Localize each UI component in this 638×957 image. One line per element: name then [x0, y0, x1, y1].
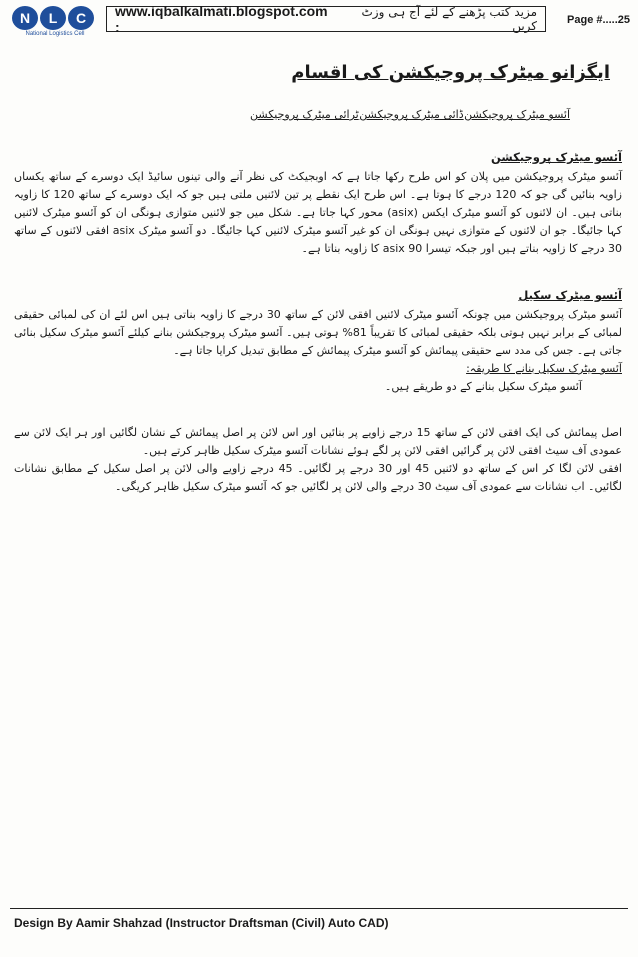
website-url[interactable]: www.iqbalkalmati.blogspot.com : [115, 3, 328, 35]
projection-type: ڈائی میٹرک پروجیکشن [359, 108, 464, 121]
section-paragraph: آئسو میٹرک پروجیکشن میں پلان کو اس طرح رکھا جاتا ہے کہ اوبجیکٹ کی نظر آنے والی تینوں سائیڈ ایک دوسرے کے ساتھ یکساں زاویہ بنائیں گی جو کہ 120 درجے کا ہوتا ہے۔ اس طرح ایک نقطے پر تین لائنیں ملتی ہیں جو کہ ایک دوسرے کے ساتھ 120 کا زاویہ بناتی ہیں۔ ان لائنوں کو آئسو میٹرک ایکس (asix) محور کہا جاتا ہے۔ شکل میں جو لائنیں متوازی ہونگی ان کو آئسو میٹرک لائنیں کہا جائیگا۔ جو ان لائنوں کے متوازی نہیں ہونگی ان کو غیر آئسو میٹرک لائنیں کہا جائیگا۔ دو آئسو میٹرک asix افقی لائنوں کے ساتھ 30 درجے کا زاویہ بناتے ہیں اور جبکہ تیسرا asix 90 کا زاویہ بناتا ہے۔ [14, 170, 622, 255]
nlc-logo [12, 6, 98, 40]
method-intro: آئسو میٹرک سکیل بنانے کے دو طریقے ہیں۔ [384, 380, 582, 393]
logo-caption: National Logistics Cell [25, 31, 85, 37]
footer-divider [10, 908, 628, 909]
section-heading: آئسو میٹرک پروجیکشن [491, 150, 622, 164]
website-banner [106, 3, 546, 35]
section-isometric-projection [14, 150, 622, 258]
promo-text: مزید کتب پڑھنے کے لئے آج ہی وزٹ کریں [361, 5, 537, 33]
logo-letter: N [12, 6, 38, 30]
logo-letter: L [40, 6, 66, 30]
page-number: Page #.....25 [567, 14, 630, 26]
footer-credit: Design By Aamir Shahzad (Instructor Draftsman (Civil) Auto CAD) [14, 916, 389, 930]
section-paragraph: آئسو میٹرک پروجیکشن میں چونکہ آئسو میٹرک لائنیں افقی لائن کے ساتھ 30 درجے کا زاویہ بناتی ہیں اس لئے ان کی لمبائی حقیقی لمبائی کے برابر نہیں ہوتی بلکہ حقیقی لمبائی کا تقریباً 81% ہوتی ہیں۔ آئسو میٹرک پروجیکشن بنانے کیلئے آئسو میٹرک سکیل بنائی جاتی ہے۔ جس کی مدد سے حقیقی پیمائش کو آئسو میٹرک پیمائش کے مطابق تبدیل کرایا جاتا ہے۔ [14, 308, 623, 357]
method-two: افقی لائن لگا کر اس کے ساتھ دو لائنیں 45 اور 30 درجے پر لگائیں۔ 45 درجے زاویے والی لائن پر اصل سکیل کے مطابق نشانات لگائیں۔ اب نشانات سے عمودی آف سیٹ 30 درجے والی لائن پر لگائیں جو کہ آئسو میٹرک سکیل ظاہر کریگی۔ [14, 462, 622, 493]
logo-letter: C [68, 6, 94, 30]
page-header [6, 4, 632, 44]
method-one: اصل پیمائش کی ایک افقی لائن کے ساتھ 15 درجے زاویے پر بنائیں اور اس لائن پر اصل پیمائش کے نشان لگائیں اور ہر ایک لائن سے عمودی آف سیٹ افقی لائن پر گرائیں افقی لائن پر لگے ہوئے نشانات آئسو میٹرک سکیل ظاہر کرتے ہیں۔ [14, 426, 623, 457]
section-isometric-scale [14, 288, 622, 496]
section-heading: آئسو میٹرک سکیل [518, 288, 622, 302]
projection-types-list [250, 108, 570, 121]
page-title: ایگزانو میٹرک پروجیکشن کی اقسام [291, 62, 610, 83]
projection-type: آئسو میٹرک پروجیکشن [464, 108, 570, 121]
projection-type: ٹرائی میٹرک پروجیکشن [250, 108, 359, 121]
method-heading: آئسو میٹرک سکیل بنانے کا طریقہ: [466, 362, 622, 375]
